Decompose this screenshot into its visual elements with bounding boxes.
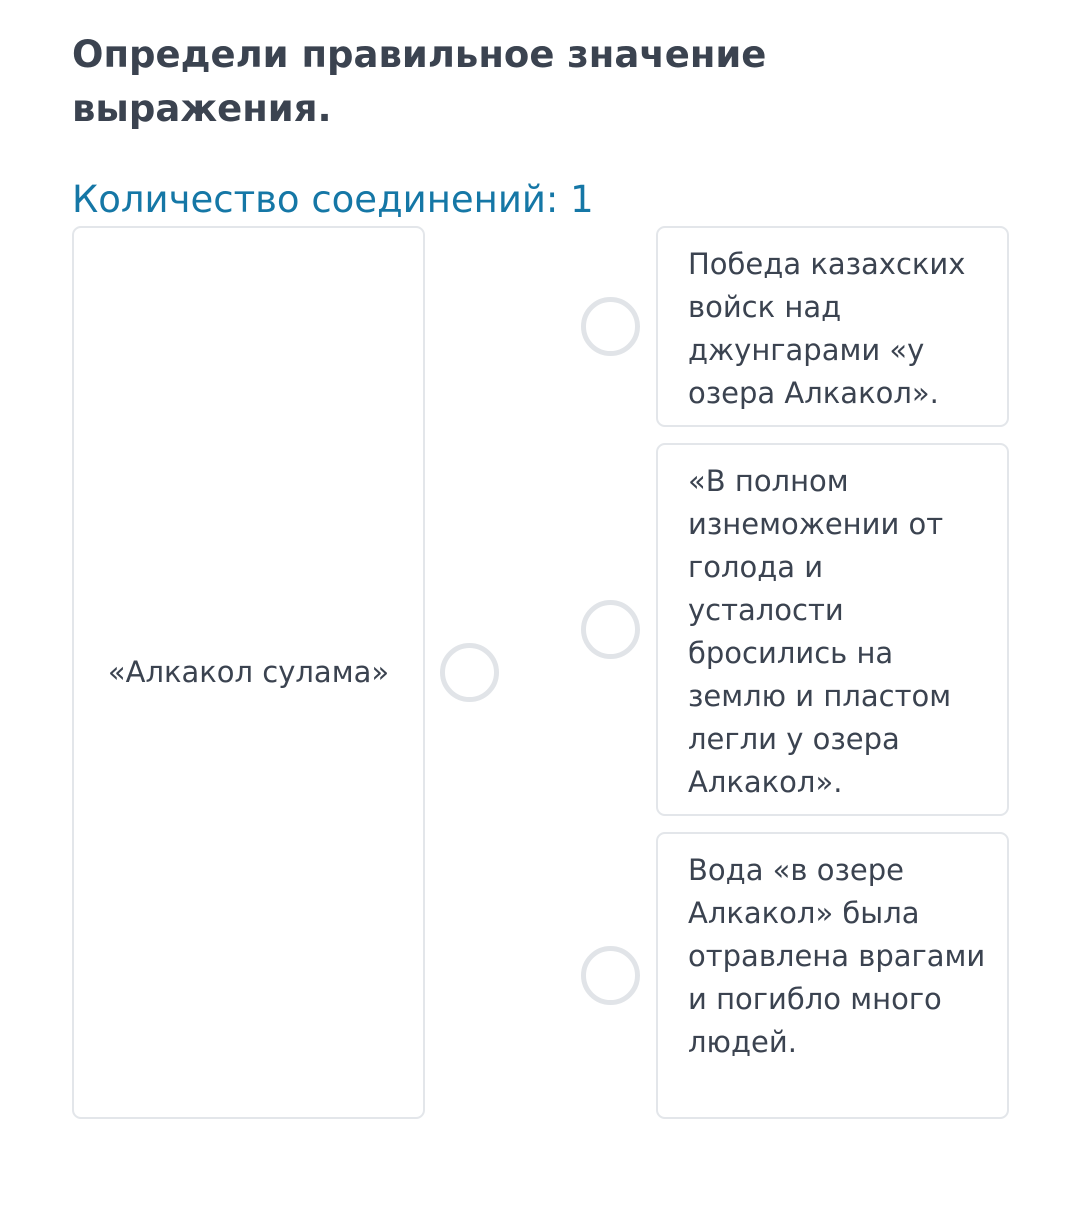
right-item-1-card[interactable]	[656, 226, 1009, 427]
right-item-2-connector[interactable]	[581, 600, 640, 659]
question-title: Определи правильное значение выражения.	[72, 33, 767, 130]
connections-count: Количество соединений: 1	[72, 178, 594, 221]
left-item-card[interactable]	[72, 226, 425, 1119]
right-item-3-connector[interactable]	[581, 946, 640, 1005]
left-item-text: «Алкакол сулама»	[107, 655, 390, 689]
right-item-2-card[interactable]	[656, 443, 1009, 816]
right-item-1-text: Победа казахских войск над джунгарами «у озера Алкакол».	[688, 247, 966, 410]
right-item-2-text: «В полном изнеможении от голода и усталости бросились на землю и пластом легли у озера Алкакол».	[688, 464, 952, 799]
left-item-connector[interactable]	[440, 643, 499, 702]
right-item-1-connector[interactable]	[581, 297, 640, 356]
right-item-3-card[interactable]	[656, 832, 1009, 1119]
right-item-3-text: Вода «в озере Алкакол» была отравлена врагами и погибло много людей.	[688, 853, 986, 1059]
